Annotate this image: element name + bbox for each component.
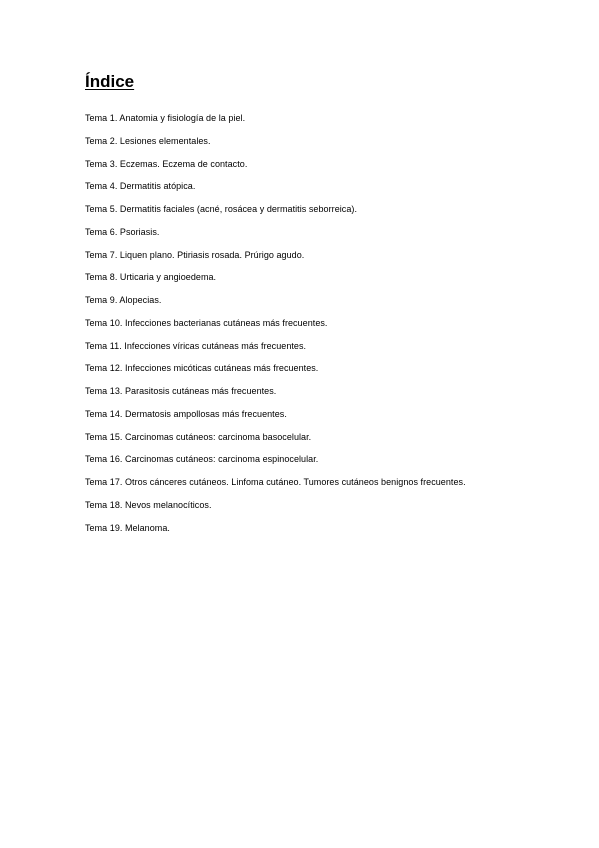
- page-title: Índice: [85, 72, 135, 91]
- toc-entry-4: Tema 4. Dermatitis atópica.: [85, 181, 196, 192]
- toc-entry-19: Tema 19. Melanoma.: [85, 522, 170, 533]
- toc-entry-9: Tema 9. Alopecias.: [85, 295, 162, 305]
- toc-entry-1: Tema 1. Anatomia y fisiología de la piel.: [85, 113, 246, 123]
- toc-entry-11: Tema 11. Infecciones víricas cutáneas más frecuentes.: [85, 340, 307, 351]
- table-of-contents: [85, 113, 466, 545]
- toc-entry-7: Tema 7. Liquen plano. Ptiriasis rosada. Prúrigo agudo.: [85, 249, 305, 260]
- toc-entry-12: Tema 12. Infecciones micóticas cutáneas más frecuentes.: [85, 363, 319, 374]
- toc-entry-5: Tema 5. Dermatitis faciales (acné, rosácea y dermatitis seborreica).: [85, 204, 357, 214]
- toc-entry-14: Tema 14. Dermatosis ampollosas más frecuentes.: [85, 408, 287, 419]
- toc-entry-16: Tema 16. Carcinomas cutáneos: carcinoma espinocelular.: [85, 454, 319, 465]
- toc-entry-3: Tema 3. Eczemas. Eczema de contacto.: [85, 158, 248, 169]
- toc-entry-18: Tema 18. Nevos melanocíticos.: [85, 499, 212, 510]
- toc-entry-17: Tema 17. Otros cánceres cutáneos. Linfoma cutáneo. Tumores cutáneos benignos frecuentes.: [85, 477, 466, 487]
- toc-entry-13: Tema 13. Parasitosis cutáneas más frecuentes.: [85, 386, 277, 396]
- toc-entry-15: Tema 15. Carcinomas cutáneos: carcinoma basocelular.: [85, 431, 312, 442]
- toc-entry-10: Tema 10. Infecciones bacterianas cutáneas más frecuentes.: [85, 317, 328, 328]
- toc-entry-6: Tema 6. Psoriasis.: [85, 226, 160, 237]
- toc-entry-8: Tema 8. Urticaria y angioedema.: [85, 272, 217, 283]
- toc-entry-2: Tema 2. Lesiones elementales.: [85, 135, 211, 146]
